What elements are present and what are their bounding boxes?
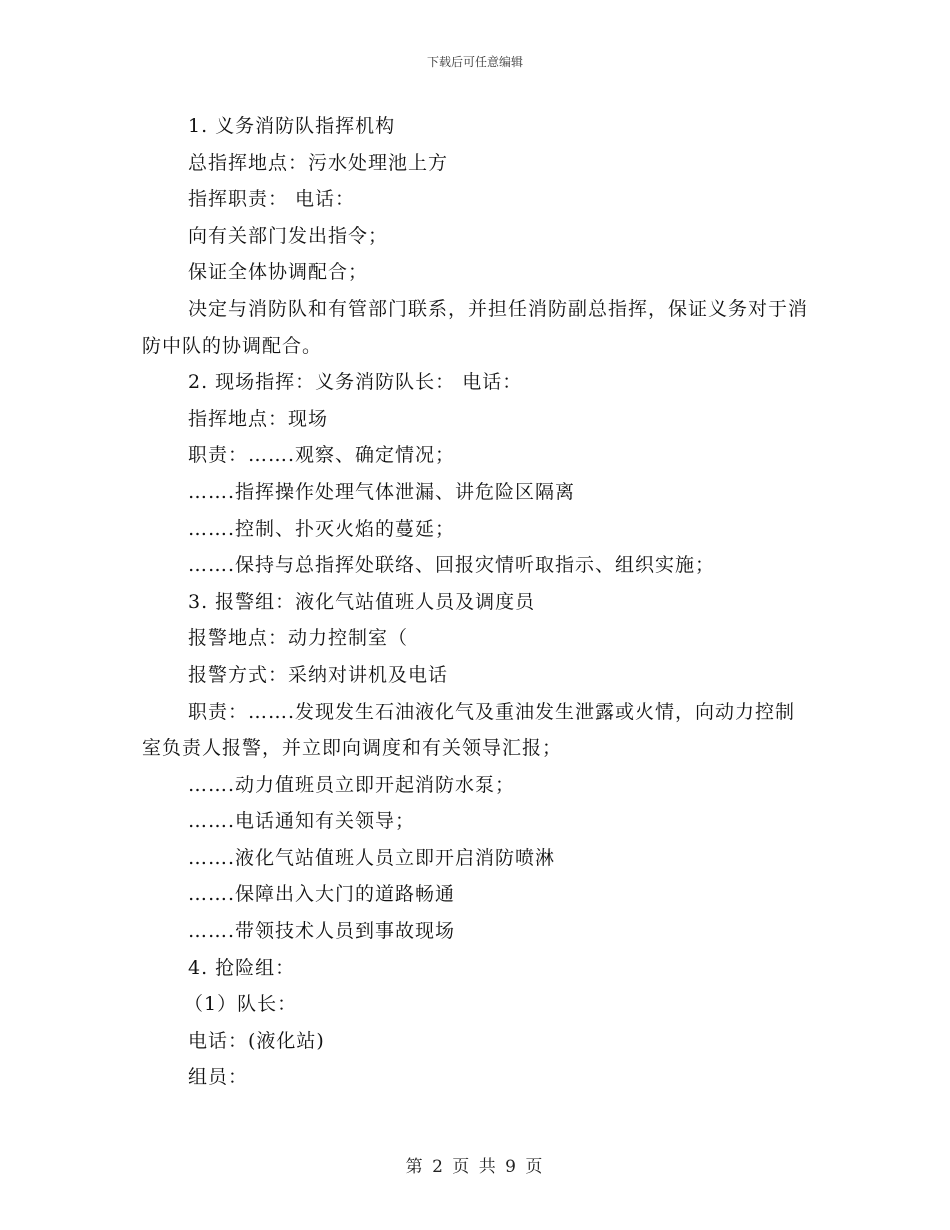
body-line: …….液化气站值班人员立即开启消防喷淋 (188, 846, 556, 869)
body-line: 报警地点：动力控制室（ (188, 627, 409, 650)
body-line: 保证全体协调配合； (188, 261, 369, 284)
body-line: （1）队长： (184, 993, 298, 1016)
body-paragraph: 职责：…….发现发生石油液化气及重油发生泄露或火情，向动力控制室负责人报警，并立即向调度和有关领导汇报； (142, 700, 796, 760)
section-heading: 4. 抢险组： (188, 956, 296, 979)
body-line: …….动力值班员立即开起消防水泵； (188, 773, 516, 796)
body-paragraph: 决定与消防队和有管部门联系，并担任消防副总指挥，保证义务对于消防中队的协调配合。 (142, 297, 809, 357)
page-header: 下载后可任意编辑 (426, 55, 523, 69)
body-line: 报警方式：采纳对讲机及电话 (188, 663, 449, 686)
body-line: …….指挥操作处理气体泄漏、讲危险区隔离 (188, 480, 576, 503)
section-heading: 2. 现场指挥：义务消防队长： 电话： (188, 371, 523, 394)
section-heading: 1. 义务消防队指挥机构 (188, 115, 396, 137)
body-line: 电话：(液化站) (188, 1029, 325, 1052)
body-line: …….保障出入大门的道路畅通 (188, 883, 456, 906)
body-line: 组员： (188, 1066, 249, 1089)
document-body (142, 108, 812, 1096)
body-line: …….带领技术人员到事故现场 (188, 920, 456, 943)
body-line: …….控制、扑灭火焰的蔓延； (188, 517, 456, 540)
body-line: 总指挥地点：污水处理池上方 (188, 151, 449, 174)
body-line: 指挥地点：现场 (188, 407, 329, 430)
body-line: …….电话通知有关领导； (188, 810, 416, 833)
section-heading: 3. 报警组：液化气站值班人员及调度员 (188, 590, 536, 613)
page-number: 第 2 页 共 9 页 (405, 1157, 545, 1177)
body-line: …….保持与总指挥处联络、回报灾情听取指示、组织实施； (188, 554, 716, 577)
body-line: 指挥职责： 电话： (188, 188, 356, 211)
body-line: 职责：…….观察、确定情况； (188, 444, 456, 467)
body-line: 向有关部门发出指令； (188, 224, 389, 247)
